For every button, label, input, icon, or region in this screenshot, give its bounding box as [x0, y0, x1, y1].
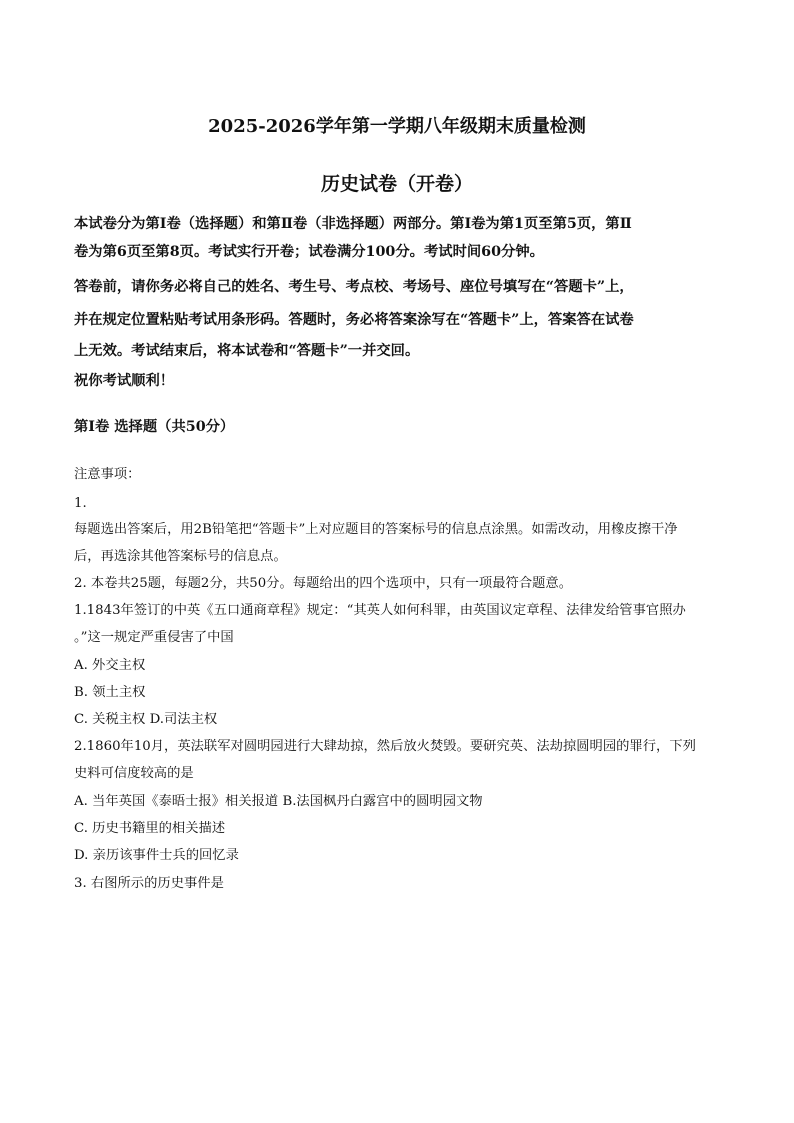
instruction-line: 并在规定位置粘贴考试用条形码。答题时，务必将答案涂写在“答题卡”上，答案答在试卷: [74, 312, 634, 328]
question-2-option-ab: A. 当年英国《泰晤士报》相关报道 B.法国枫丹白露宫中的圆明园文物: [74, 794, 483, 809]
instruction-line: 卷为第6页至第8页。考试实行开卷；试卷满分100分。考试时间60分钟。: [74, 244, 544, 260]
instruction-line: 答卷前，请你务必将自己的姓名、考生号、考点校、考场号、座位号填写在“答题卡”上，: [74, 279, 634, 295]
instruction-line: 祝你考试顺利！: [74, 373, 175, 389]
section-heading: 第Ⅰ卷 选择题（共50分）: [74, 419, 235, 435]
question-1-option-cd: C. 关税主权 D.司法主权: [74, 712, 218, 727]
note-line: 1.: [74, 496, 87, 511]
question-2-option-c: C. 历史书籍里的相关描述: [74, 821, 226, 836]
question-1-stem: 1.1843年签订的中英《五口通商章程》规定：“其英人如何科罪，由英国议定章程、法律发给管事官照办: [74, 603, 686, 618]
note-line: 2. 本卷共25题，每题2分，共50分。每题给出的四个选项中，只有一项最符合题意。: [74, 576, 573, 591]
instruction-line: 上无效。考试结束后，将本试卷和“答题卡”一并交回。: [74, 343, 420, 359]
question-2-stem: 2.1860年10月，英法联军对圆明园进行大肆劫掠，然后放火焚毁。要研究英、法劫掠圆明园的罪行，下列: [74, 739, 696, 754]
question-1-stem-cont: 。”这一规定严重侵害了中国: [74, 630, 234, 645]
notes-label: 注意事项：: [74, 467, 141, 482]
question-1-option-b: B. 领土主权: [74, 685, 146, 700]
question-2-stem-cont: 史料可信度较高的是: [74, 766, 194, 781]
note-line: 每题选出答案后，用2B铅笔把“答题卡”上对应题目的答案标号的信息点涂黑。如需改动，用橡皮擦干净: [74, 522, 678, 537]
instruction-line: 本试卷分为第Ⅰ卷（选择题）和第Ⅱ卷（非选择题）两部分。第Ⅰ卷为第1页至第5页，第Ⅱ: [74, 216, 632, 232]
question-2-option-d: D. 亲历该事件士兵的回忆录: [74, 848, 239, 863]
question-1-option-a: A. 外交主权: [74, 658, 146, 673]
note-line: 后，再选涂其他答案标号的信息点。: [74, 549, 287, 564]
question-3-stem: 3. 右图所示的历史事件是: [74, 876, 224, 891]
exam-title: 2025-2026学年第一学期八年级期末质量检测: [208, 116, 586, 137]
exam-subtitle: 历史试卷（开卷）: [320, 173, 473, 195]
